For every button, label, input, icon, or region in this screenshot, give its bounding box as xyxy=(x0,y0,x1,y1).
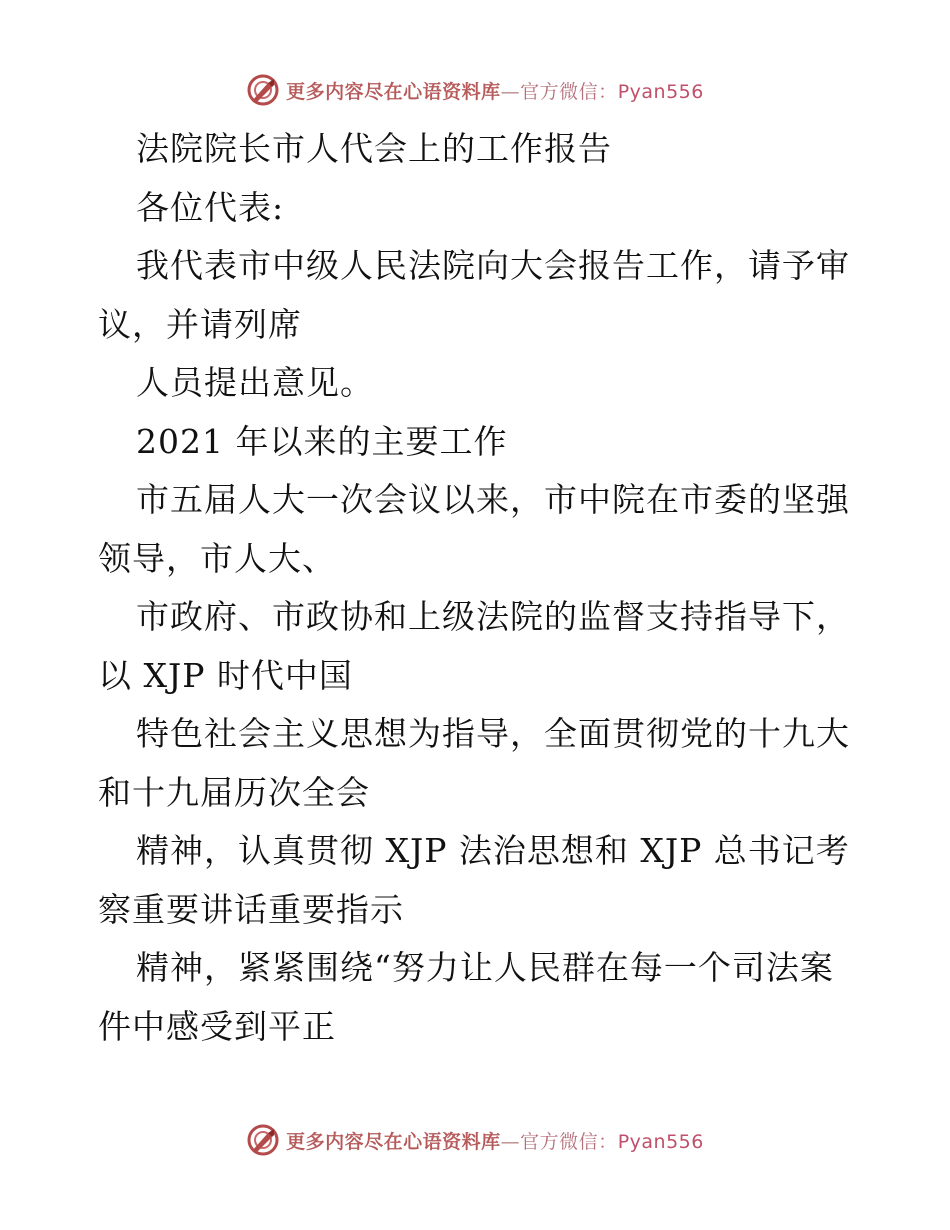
text-line: 精神，认真贯彻 XJP 法治思想和 XJP 总书记考 xyxy=(136,831,850,870)
banner-text xyxy=(286,77,704,104)
text-line: 我代表市中级人民法院向大会报告工作，请予审 xyxy=(136,246,850,285)
header-banner xyxy=(0,70,950,110)
text-line: 和十九届历次全会 xyxy=(98,772,370,812)
banner-wechat-label: 官方微信： xyxy=(520,80,618,103)
banner-title: 更多内容尽在心语资料库 xyxy=(286,1130,501,1153)
banner-text xyxy=(286,1127,704,1154)
pen-logo-icon xyxy=(246,73,280,107)
text-line: 议，并请列席 xyxy=(98,304,302,344)
banner-dash: — xyxy=(500,80,521,103)
text-line: 2021 年以来的主要工作 xyxy=(136,421,508,461)
text-line: 察重要讲话重要指示 xyxy=(98,889,404,929)
banner-wechat-label: 官方微信： xyxy=(520,1130,618,1153)
banner-wechat-id: Pyan556 xyxy=(617,80,704,103)
text-line: 件中感受到平正 xyxy=(98,1006,336,1046)
banner-wechat-id: Pyan556 xyxy=(617,1130,704,1153)
document-body xyxy=(98,120,858,1056)
text-line: 人员提出意见。 xyxy=(136,363,374,402)
pen-logo-icon xyxy=(246,1123,280,1157)
text-line: 精神，紧紧围绕“努力让人民群在每一个司法案 xyxy=(136,948,834,987)
text-line: 领导，市人大、 xyxy=(98,538,336,578)
text-line: 各位代表: xyxy=(136,187,285,227)
text-line: 市政府、市政协和上级法院的监督支持指导下， xyxy=(136,597,850,636)
banner-title: 更多内容尽在心语资料库 xyxy=(286,80,501,103)
text-line: 以 XJP 时代中国 xyxy=(98,655,353,695)
text-line: 市五届人大一次会议以来，市中院在市委的坚强 xyxy=(136,480,850,519)
footer-banner xyxy=(0,1120,950,1160)
text-line: 特色社会主义思想为指导，全面贯彻党的十九大 xyxy=(136,714,850,753)
banner-dash: — xyxy=(500,1130,521,1153)
text-line: 法院院长市人代会上的工作报告 xyxy=(136,129,612,168)
